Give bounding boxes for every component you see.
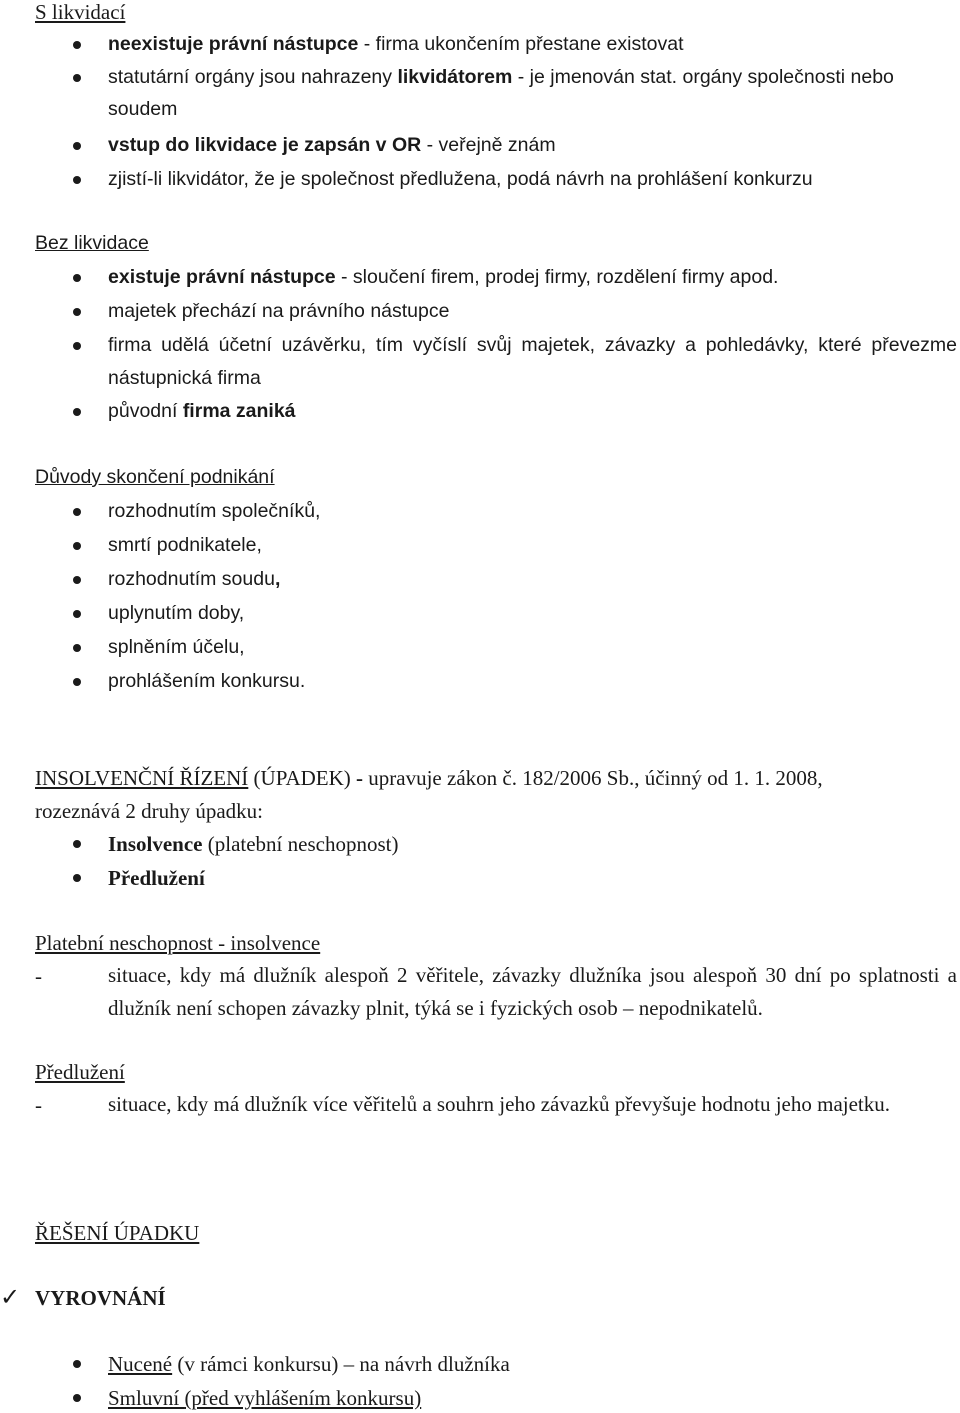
bullet-icon bbox=[73, 142, 81, 150]
heading-platebni-neschopnost: Platební neschopnost - insolvence bbox=[35, 931, 321, 955]
bullet-icon bbox=[73, 342, 81, 350]
bullet-icon bbox=[73, 308, 81, 316]
bullet-icon bbox=[73, 678, 81, 686]
bullet-icon bbox=[73, 576, 81, 584]
checkmark-icon: ✓ bbox=[0, 1285, 21, 1311]
bullet-icon bbox=[73, 408, 81, 416]
bullet-icon bbox=[73, 840, 81, 848]
bullet-icon bbox=[73, 610, 81, 618]
bullet-icon bbox=[73, 74, 81, 82]
bullet-icon bbox=[73, 274, 81, 282]
bullet-icon bbox=[73, 41, 81, 49]
bullet-icon bbox=[73, 644, 81, 652]
bullet-icon bbox=[73, 508, 81, 516]
insolvency-heading: INSOLVENČNÍ ŘÍZENÍ (ÚPADEK) - upravuje zákon č. 182/2006 Sb., účinný od 1. 1. 2008, bbox=[35, 766, 823, 790]
heading-bez-likvidace: Bez likvidace bbox=[35, 232, 149, 254]
heading-predluzeni: Předlužení bbox=[35, 1060, 125, 1084]
bullet-icon bbox=[73, 1394, 81, 1402]
bullet-icon bbox=[73, 874, 81, 882]
heading-duvody: Důvody skončení podnikání bbox=[35, 466, 275, 488]
heading-reseni-upadku: ŘEŠENÍ ÚPADKU bbox=[35, 1221, 200, 1245]
bullet-icon bbox=[73, 542, 81, 550]
bullet-icon bbox=[73, 1360, 81, 1368]
document-page: S likvidací neexistuje právní nástupce - firma ukončením přestane existovat statutární orgány jsou nahrazeny likvidátorem - je jmenován stat. orgány společnosti nebo soudem vstup do likvidace je zapsán v OR - veřejně znám zjistí-li likvidátor, že je společnost předlužena, podá návrh na prohlášení konkurzu Bez likvidace existuje právní nástupce - sloučení firem, prodej firmy, rozdělení firmy apod. majetek přechází na právního nástupce firma udělá účetní uzávěrku, tím vyčíslí svůj majetek, závazky a pohledávky, které převezme nástupnická firma původní firma zaniká Důvody skončení podnikání rozhodnutím společníků, smrtí podnikatele, rozhodnutím soudu, uplynutím doby, splněním účelu, prohlášením konkursu. INSOLVENČNÍ ŘÍZENÍ (ÚPADEK) - upravuje zákon č. 182/2006 Sb., účinný od 1. 1. 2008, rozeznává 2 druhy úpadku: Insolvence (platební neschopnost) Předlužení Platební neschopnost - insolvence - situace, kdy má dlužník alespoň 2 věřitele, závazky dlužníka jsou alespoň 30 dní po splatnosti a dlužník není schopen závazky plnit, týká se i fyzických osob – nepodnikatelů. Předlužení - situace, kdy má dlužník více věřitelů a souhrn jeho závazků převyšuje hodnotu jeho majetku. ŘEŠENÍ ÚPADKU ✓ VYROVNÁNÍ Nucené (v rámci konkursu) – na návrh dlužníka Smluvní (před vyhlášením konkursu) bbox=[0, 0, 957, 1410]
bullet-icon bbox=[73, 176, 81, 184]
insolvency-subtext: rozeznává 2 druhy úpadku: bbox=[35, 799, 263, 823]
heading-s-likvidaci: S likvidací bbox=[35, 0, 126, 24]
